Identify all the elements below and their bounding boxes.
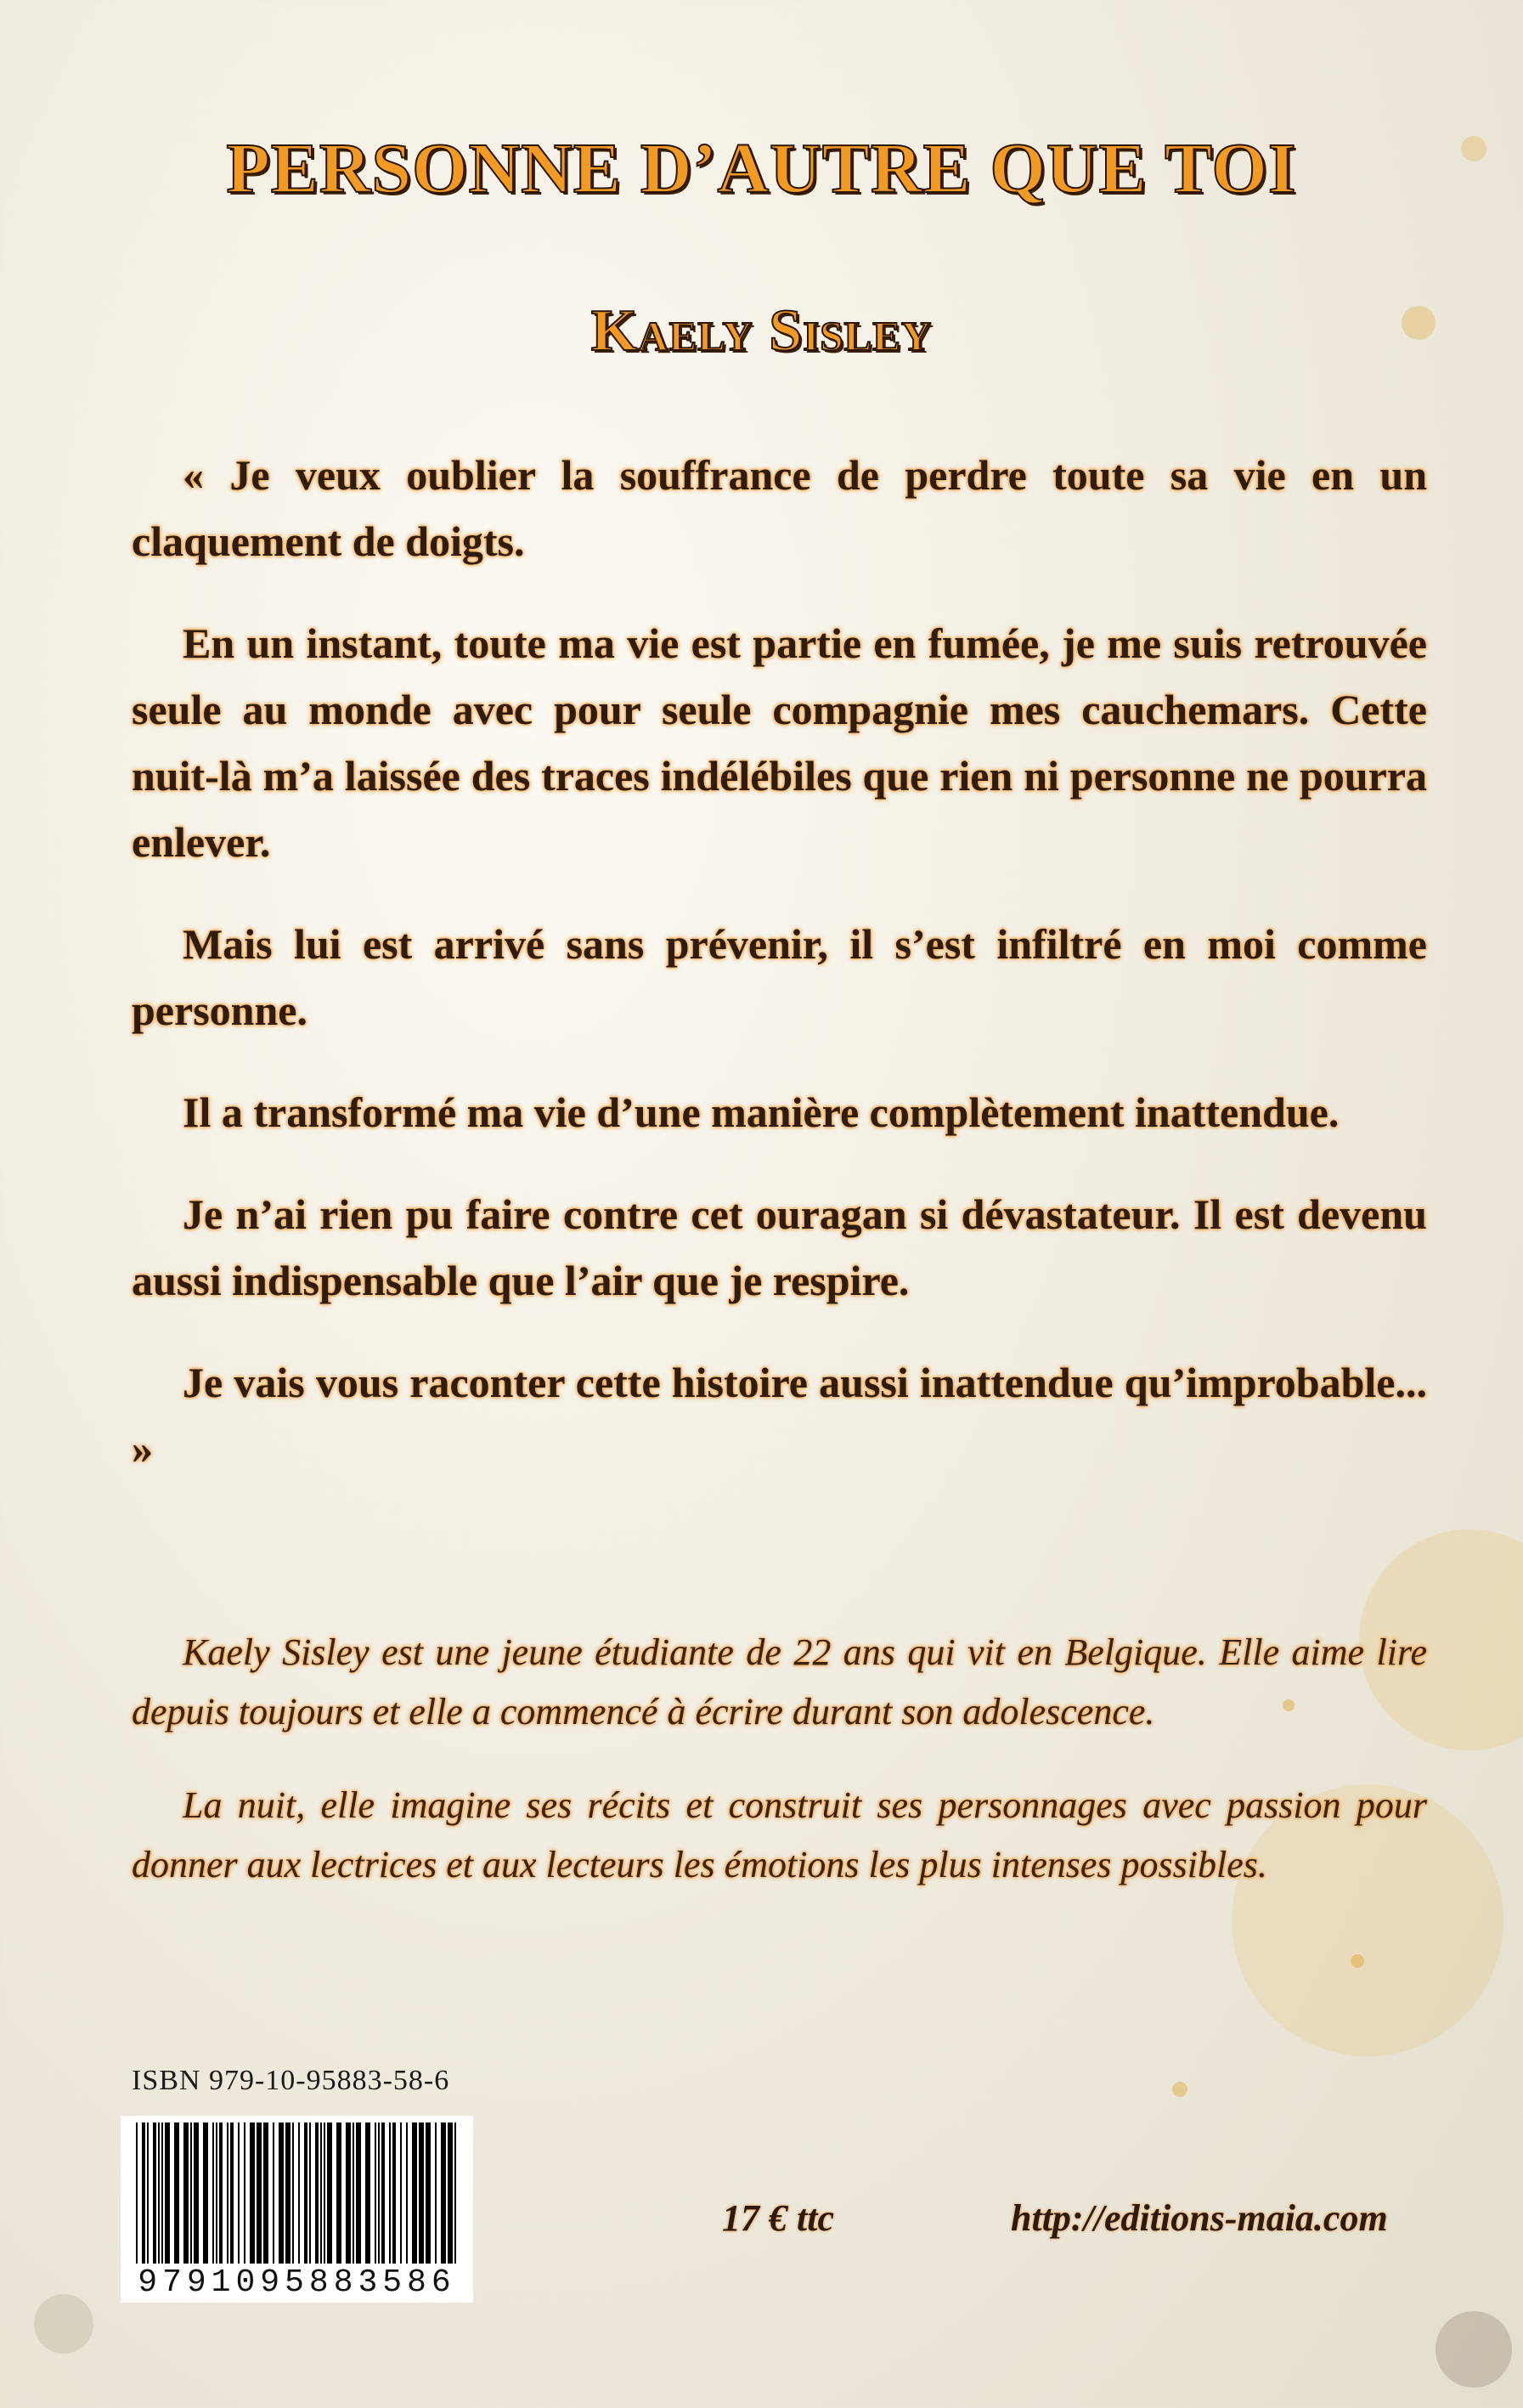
barcode-bar (426, 2123, 431, 2264)
book-title: PERSONNE D’AUTRE QUE TOI (226, 129, 1297, 208)
barcode-bar (324, 2123, 325, 2264)
barcode-bar (309, 2123, 311, 2264)
blurb-paragraph: « Je veux oublier la souffrance de perdre toute sa vie en un claquement de doigts. (132, 451, 1427, 565)
barcode-bar (158, 2123, 160, 2264)
bio-paragraph: Kaely Sisley est une jeune étudiante de 22 ans qui vit en Belgique. Elle aime lire depuis toujours et elle a commencé à écrire durant son adolescence. (132, 1631, 1427, 1733)
barcode-bar (378, 2123, 380, 2264)
barcode-bar (356, 2123, 361, 2264)
bio-paragraph: La nuit, elle imagine ses récits et construit ses personnages avec passion pour donner aux lectrices et aux lecteurs les émotions les plus intenses possibles. (132, 1784, 1427, 1885)
barcode-bar (392, 2123, 396, 2264)
isbn-label: ISBN 979-10-95883-58-6 (132, 2065, 450, 2096)
barcode (121, 2116, 473, 2303)
barcode-bar (250, 2123, 255, 2264)
barcode-bar (320, 2123, 322, 2264)
barcode-bar (212, 2123, 214, 2264)
barcode-bar (238, 2123, 240, 2264)
blurb-text (132, 442, 1427, 1518)
price: 17 € ttc (722, 2197, 834, 2239)
barcode-bar (257, 2123, 262, 2264)
barcode-bar (435, 2123, 437, 2264)
barcode-bar (441, 2123, 446, 2264)
barcode-bar (454, 2123, 456, 2264)
barcode-bar (273, 2123, 274, 2264)
barcode-bar (285, 2123, 290, 2264)
barcode-bar (365, 2123, 370, 2264)
barcode-bar (183, 2123, 189, 2264)
barcode-bar (304, 2123, 307, 2264)
publisher-website: http://editions-maia.com (1011, 2197, 1388, 2239)
barcode-bar (165, 2123, 170, 2264)
blurb-paragraph: Il a transformé ma vie d’une manière complètement inattendue. (183, 1088, 1340, 1136)
barcode-bar (227, 2123, 228, 2264)
barcode-bar (448, 2123, 453, 2264)
barcode-bar (400, 2123, 402, 2264)
barcode-bar (353, 2123, 354, 2264)
barcode-bar (219, 2123, 223, 2264)
blurb-paragraph: Je n’ai rien pu faire contre cet ouragan si dévastateur. Il est devenu aussi indispensable que l’air que je respire. (132, 1190, 1427, 1304)
barcode-bar (190, 2123, 192, 2264)
barcode-bar (327, 2123, 332, 2264)
barcode-bar (147, 2123, 149, 2264)
barcode-bar (194, 2123, 199, 2264)
blurb-paragraph: Je vais vous raconter cette histoire aussi inattendue qu’improbable... » (132, 1359, 1427, 1472)
author-bio (132, 1623, 1427, 1929)
blurb-paragraph: Mais lui est arrivé sans prévenir, il s’est infiltré en moi comme personne. (132, 920, 1427, 1034)
barcode-bar (381, 2123, 385, 2264)
barcode-bar (263, 2123, 268, 2264)
barcode-bar (298, 2123, 300, 2264)
barcode-bar (315, 2123, 319, 2264)
barcode-bar (153, 2123, 156, 2264)
barcode-bar (389, 2123, 391, 2264)
barcode-bar (161, 2123, 163, 2264)
blurb-paragraph: En un instant, toute ma vie est partie en fumée, je me suis retrouvée seule au monde avec pour seule compagnie mes cauchemars. Cette nuit-là m’a laissée des traces indélébiles que rien ni personne ne pourra enlever. (132, 619, 1427, 866)
barcode-bars (121, 2116, 473, 2264)
barcode-bar (244, 2123, 245, 2264)
barcode-bar (346, 2123, 351, 2264)
barcode-bar (136, 2123, 138, 2264)
barcode-bar (292, 2123, 294, 2264)
barcode-bar (406, 2123, 408, 2264)
barcode-bar (375, 2123, 376, 2264)
barcode-bar (279, 2123, 284, 2264)
barcode-bar (174, 2123, 179, 2264)
barcode-bar (336, 2123, 341, 2264)
barcode-bar (230, 2123, 234, 2264)
book-author: Kaely Sisley (590, 298, 933, 364)
barcode-digits: 9791095883586 (121, 2264, 473, 2303)
barcode-bar (142, 2123, 145, 2264)
barcode-bar (412, 2123, 417, 2264)
barcode-bar (203, 2123, 208, 2264)
barcode-bar (216, 2123, 217, 2264)
barcode-bar (419, 2123, 424, 2264)
